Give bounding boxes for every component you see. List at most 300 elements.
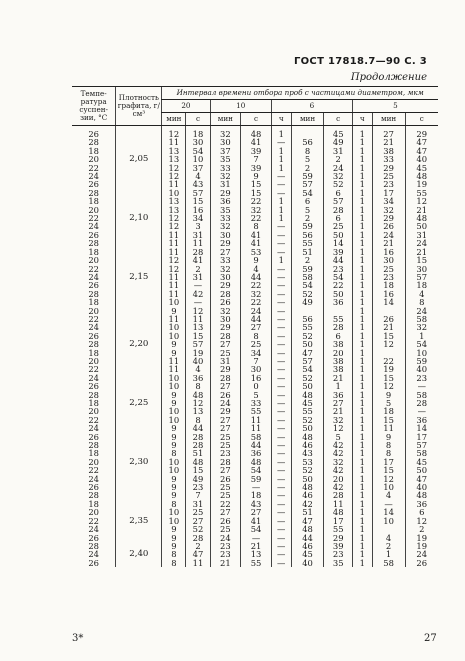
density-cell <box>116 357 162 365</box>
min20-cell: 11 <box>162 248 186 256</box>
hour5-cell: 1 <box>352 206 372 214</box>
sec6-cell: 28 <box>324 491 352 499</box>
sec10-cell: 55 <box>241 407 272 415</box>
sec5-cell: 36 <box>405 500 438 508</box>
sec6-cell: 39 <box>324 542 352 550</box>
min20-cell: 10 <box>162 332 186 340</box>
density-cell <box>116 466 162 474</box>
hour5-cell: 1 <box>352 500 372 508</box>
min10-cell: 30 <box>210 273 241 281</box>
min5-cell: 4 <box>372 491 405 499</box>
sec6-cell: 31 <box>324 147 352 155</box>
min10-cell: 23 <box>210 542 241 550</box>
hour5-cell: 1 <box>352 542 372 550</box>
min5-cell: 33 <box>372 155 405 163</box>
sec10-cell: 48 <box>241 130 272 138</box>
min5-cell: 15 <box>372 416 405 424</box>
sec20-cell: 4 <box>186 172 210 180</box>
min20-cell: 9 <box>162 391 186 399</box>
min10-cell: 28 <box>210 290 241 298</box>
density-cell <box>116 180 162 188</box>
min6-cell: 59 <box>291 222 324 230</box>
density-cell <box>116 382 162 390</box>
temperature-cell: 24 <box>88 171 99 182</box>
density-cell <box>116 424 162 432</box>
sec6-cell: 50 <box>324 231 352 239</box>
sec10-cell: 8 <box>241 332 272 340</box>
min6-cell: 42 <box>291 500 324 508</box>
temperature-cell: 26 <box>88 330 99 341</box>
sec20-cell: 28 <box>186 534 210 542</box>
min10-cell: 27 <box>210 382 241 390</box>
hour6-cell: — <box>271 298 291 306</box>
min6-cell: 48 <box>291 483 324 491</box>
sec6-cell: 6 <box>324 214 352 222</box>
hour5-cell: 1 <box>352 265 372 273</box>
temperature-cell: 28 <box>88 187 99 198</box>
hour6-cell: — <box>271 542 291 550</box>
sec10-cell: 15 <box>241 189 272 197</box>
min20-cell: 9 <box>162 349 186 357</box>
hour5-cell: 1 <box>352 517 372 525</box>
sec10-cell: 36 <box>241 449 272 457</box>
temperature-cell: 26 <box>88 229 99 240</box>
hour6-cell: — <box>271 391 291 399</box>
min6-cell: 50 <box>291 475 324 483</box>
min6-cell: 55 <box>291 239 324 247</box>
hour6-cell: — <box>271 323 291 331</box>
density-cell <box>116 256 162 264</box>
min10-cell: 28 <box>210 374 241 382</box>
min10-cell: 29 <box>210 189 241 197</box>
density-cell <box>116 491 162 499</box>
temperature-cell: 28 <box>88 540 99 551</box>
min10-cell: 29 <box>210 407 241 415</box>
min20-cell: 9 <box>162 441 186 449</box>
min6-cell: 52 <box>291 332 324 340</box>
sec5-cell: 8 <box>405 298 438 306</box>
min10-cell: 36 <box>210 197 241 205</box>
sec6-cell: 25 <box>324 222 352 230</box>
hour5-cell: 1 <box>352 407 372 415</box>
density-cell <box>116 374 162 382</box>
sec20-cell: 31 <box>186 231 210 239</box>
sec20-cell: 41 <box>186 256 210 264</box>
hour6-cell: — <box>271 290 291 298</box>
density-cell <box>116 307 162 315</box>
temperature-cell: 28 <box>88 490 99 501</box>
hour5-cell: 1 <box>352 550 372 558</box>
sec20-cell: 30 <box>186 138 210 146</box>
hour5-cell: 1 <box>352 323 372 331</box>
sec10-cell: 58 <box>241 433 272 441</box>
sec10-cell: 41 <box>241 138 272 146</box>
min6-cell: 51 <box>291 508 324 516</box>
min10-cell: 24 <box>210 399 241 407</box>
min6-cell: 57 <box>291 180 324 188</box>
min5-cell: 26 <box>372 222 405 230</box>
sec20-cell: — <box>186 298 210 306</box>
sec20-cell: 18 <box>186 130 210 138</box>
min20-cell: 11 <box>162 290 186 298</box>
min6-cell: 48 <box>291 391 324 399</box>
min5-cell: 11 <box>372 424 405 432</box>
sec10-cell: 41 <box>241 231 272 239</box>
temperature-cell: 28 <box>88 238 99 249</box>
table-row <box>72 559 438 567</box>
density-cell <box>116 130 162 138</box>
min10-cell: 30 <box>210 138 241 146</box>
temperature-cell: 22 <box>88 414 99 425</box>
hour5-cell: 1 <box>352 349 372 357</box>
density-cell <box>116 433 162 441</box>
sec10-cell: 9 <box>241 256 272 264</box>
sec10-cell: 55 <box>241 559 272 567</box>
sec20-cell: 27 <box>186 517 210 525</box>
min10-cell: 23 <box>210 449 241 457</box>
sub-min: мин <box>210 113 241 126</box>
min5-cell: 15 <box>372 374 405 382</box>
min6-cell: 56 <box>291 315 324 323</box>
min10-cell: 29 <box>210 323 241 331</box>
sec10-cell: 27 <box>241 508 272 516</box>
min20-cell: 13 <box>162 147 186 155</box>
density-cell <box>116 365 162 373</box>
min6-cell: 47 <box>291 517 324 525</box>
min10-cell: 29 <box>210 239 241 247</box>
sec5-cell: 57 <box>405 441 438 449</box>
hour5-cell: 1 <box>352 534 372 542</box>
hour6-cell: — <box>271 433 291 441</box>
sec6-cell: 21 <box>324 374 352 382</box>
sec6-cell: 11 <box>324 500 352 508</box>
density-cell <box>116 407 162 415</box>
density-cell: 2,30 <box>116 458 162 466</box>
min5-cell: 10 <box>372 483 405 491</box>
sec5-cell: 48 <box>405 172 438 180</box>
sec5-cell: 29 <box>405 130 438 138</box>
hour6-cell: — <box>271 349 291 357</box>
min10-cell: 37 <box>210 147 241 155</box>
temperature-cell: 26 <box>88 482 99 493</box>
hour6-cell: — <box>271 534 291 542</box>
density-cell <box>116 416 162 424</box>
sub-hour: ч <box>352 113 372 126</box>
density-cell: 2,40 <box>116 550 162 558</box>
hour5-cell: 1 <box>352 307 372 315</box>
hour5-cell: 1 <box>352 391 372 399</box>
sec10-cell: 22 <box>241 298 272 306</box>
min6-cell: 54 <box>291 365 324 373</box>
sec10-cell: 54 <box>241 466 272 474</box>
sec5-cell: 54 <box>405 340 438 348</box>
min6-cell: 2 <box>291 164 324 172</box>
sec5-cell: 26 <box>405 559 438 567</box>
sec10-cell: 11 <box>241 416 272 424</box>
min10-cell: 27 <box>210 508 241 516</box>
hour6-cell: — <box>271 458 291 466</box>
hour5-cell: 1 <box>352 525 372 533</box>
min6-cell: 40 <box>291 559 324 567</box>
min20-cell: 10 <box>162 508 186 516</box>
min10-cell: 27 <box>210 416 241 424</box>
sec20-cell: — <box>186 281 210 289</box>
min5-cell: 29 <box>372 214 405 222</box>
sec20-cell: 12 <box>186 399 210 407</box>
density-cell <box>116 475 162 483</box>
sec5-cell: 47 <box>405 147 438 155</box>
sec20-cell: 15 <box>186 466 210 474</box>
sec5-cell: 40 <box>405 155 438 163</box>
min20-cell: 8 <box>162 500 186 508</box>
min5-cell: 26 <box>372 315 405 323</box>
temperature-cell: 22 <box>88 313 99 324</box>
sub-sec: с <box>405 113 438 126</box>
temperature-cell: 28 <box>88 440 99 451</box>
hour5-cell: 1 <box>352 222 372 230</box>
hour6-cell: 1 <box>271 256 291 264</box>
sec6-cell: 6 <box>324 189 352 197</box>
hour5-cell: 1 <box>352 189 372 197</box>
sec10-cell: 9 <box>241 172 272 180</box>
min5-cell: 8 <box>372 449 405 457</box>
min20-cell: 9 <box>162 534 186 542</box>
sec10-cell: 44 <box>241 441 272 449</box>
hour5-cell: 1 <box>352 441 372 449</box>
hour6-cell: — <box>271 340 291 348</box>
hour6-cell: — <box>271 559 291 567</box>
hour6-cell: — <box>271 248 291 256</box>
min20-cell: 9 <box>162 542 186 550</box>
min6-cell: 59 <box>291 172 324 180</box>
sec20-cell: 31 <box>186 500 210 508</box>
sec6-cell: 5 <box>324 433 352 441</box>
min5-cell: 14 <box>372 298 405 306</box>
hour6-cell: — <box>271 416 291 424</box>
temperature-cell: 18 <box>88 398 99 408</box>
sec6-cell: 44 <box>324 256 352 264</box>
density-cell: 2,20 <box>116 340 162 348</box>
temperature-cell: 24 <box>88 524 99 535</box>
sec5-cell: 59 <box>405 357 438 365</box>
sec5-cell: 31 <box>405 231 438 239</box>
density-cell: 2,15 <box>116 273 162 281</box>
sec5-cell: 58 <box>405 315 438 323</box>
min6-cell: 57 <box>291 357 324 365</box>
hour5-cell: 1 <box>352 172 372 180</box>
sec6-cell: 12 <box>324 424 352 432</box>
min6-cell: 48 <box>291 525 324 533</box>
hour5-cell: 1 <box>352 239 372 247</box>
hour6-cell: — <box>271 424 291 432</box>
sec10-cell: 7 <box>241 357 272 365</box>
sec6-cell: 23 <box>324 550 352 558</box>
sec10-cell: 59 <box>241 475 272 483</box>
sub-hour: ч <box>271 113 291 126</box>
sec20-cell: 3 <box>186 222 210 230</box>
min10-cell: 24 <box>210 534 241 542</box>
min20-cell: 11 <box>162 231 186 239</box>
footer-mark: 3* <box>72 633 84 644</box>
min10-cell: 28 <box>210 332 241 340</box>
min6-cell: 55 <box>291 323 324 331</box>
diameter-5-header: 5 <box>352 100 438 113</box>
sec6-cell: 23 <box>324 265 352 273</box>
temperature-cell: 20 <box>88 305 99 316</box>
min5-cell: 12 <box>372 340 405 348</box>
density-cell <box>116 323 162 331</box>
min10-cell: 29 <box>210 281 241 289</box>
min6-cell: 54 <box>291 281 324 289</box>
min20-cell: 12 <box>162 172 186 180</box>
hour6-cell: — <box>271 138 291 146</box>
temperature-cell: 18 <box>88 297 99 308</box>
sec5-cell: 19 <box>405 534 438 542</box>
sec20-cell: 7 <box>186 491 210 499</box>
hour5-cell: 1 <box>352 155 372 163</box>
hour6-cell: — <box>271 231 291 239</box>
sec5-cell: 55 <box>405 189 438 197</box>
temperature-cell: 22 <box>88 515 99 526</box>
hour6-cell: — <box>271 332 291 340</box>
sub-min: мин <box>162 113 186 126</box>
temperature-cell: 18 <box>88 498 99 509</box>
density-cell <box>116 315 162 323</box>
density-header: Плотность графита, г/см³ <box>116 87 162 126</box>
min6-cell: 51 <box>291 248 324 256</box>
hour5-cell: 1 <box>352 449 372 457</box>
density-cell: 2,25 <box>116 399 162 407</box>
min6-cell: 56 <box>291 231 324 239</box>
sec5-cell: 18 <box>405 281 438 289</box>
min10-cell: 25 <box>210 525 241 533</box>
min6-cell: 50 <box>291 340 324 348</box>
min6-cell: 52 <box>291 416 324 424</box>
sub-min: мин <box>291 113 324 126</box>
hour6-cell: — <box>271 315 291 323</box>
min5-cell: 25 <box>372 172 405 180</box>
temperature-cell: 22 <box>88 263 99 274</box>
min6-cell: 52 <box>291 290 324 298</box>
sampling-interval-table <box>72 86 438 567</box>
min10-cell: 25 <box>210 433 241 441</box>
sec5-cell: 47 <box>405 138 438 146</box>
min5-cell: 23 <box>372 180 405 188</box>
sec5-cell: 57 <box>405 273 438 281</box>
min20-cell: 10 <box>162 382 186 390</box>
sec10-cell: 15 <box>241 180 272 188</box>
min6-cell: 50 <box>291 382 324 390</box>
temperature-cell: 22 <box>88 364 99 375</box>
min6-cell: 48 <box>291 433 324 441</box>
min6-cell: 46 <box>291 542 324 550</box>
hour6-cell: — <box>271 508 291 516</box>
min5-cell: 9 <box>372 391 405 399</box>
density-cell <box>116 164 162 172</box>
temperature-cell: 18 <box>88 448 99 459</box>
min6-cell: 46 <box>291 491 324 499</box>
min20-cell: 10 <box>162 416 186 424</box>
min5-cell: 12 <box>372 475 405 483</box>
min6-cell: 45 <box>291 399 324 407</box>
min10-cell: 29 <box>210 365 241 373</box>
sec5-cell: 6 <box>405 508 438 516</box>
min20-cell: 11 <box>162 365 186 373</box>
min20-cell: 11 <box>162 281 186 289</box>
min5-cell: 16 <box>372 248 405 256</box>
density-cell <box>116 525 162 533</box>
sub-sec: с <box>324 113 352 126</box>
min5-cell: 27 <box>372 130 405 138</box>
hour6-cell: — <box>271 265 291 273</box>
min10-cell: 33 <box>210 214 241 222</box>
temperature-cell: 24 <box>88 221 99 232</box>
hour5-cell: 1 <box>352 147 372 155</box>
sec6-cell: 48 <box>324 508 352 516</box>
hour6-cell: — <box>271 239 291 247</box>
temperature-header: Температура суспензии, °С <box>72 87 116 126</box>
sec6-cell: 22 <box>324 281 352 289</box>
sec6-cell: 17 <box>324 517 352 525</box>
sec10-cell: 54 <box>241 525 272 533</box>
temperature-cell: 26 <box>88 280 99 291</box>
min20-cell: 12 <box>162 164 186 172</box>
min5-cell: 5 <box>372 399 405 407</box>
sec10-cell: 5 <box>241 391 272 399</box>
min5-cell: 34 <box>372 197 405 205</box>
min20-cell: 9 <box>162 399 186 407</box>
min6-cell: 58 <box>291 273 324 281</box>
min5-cell: 18 <box>372 281 405 289</box>
min20-cell: 9 <box>162 475 186 483</box>
sec6-cell: 55 <box>324 315 352 323</box>
temperature-cell: 24 <box>88 271 99 282</box>
min10-cell: 30 <box>210 315 241 323</box>
hour5-cell: 1 <box>352 365 372 373</box>
temperature-cell: 20 <box>88 507 99 518</box>
sec5-cell: 24 <box>405 307 438 315</box>
diameter-20-header: 20 <box>162 100 210 113</box>
hour6-cell: — <box>271 407 291 415</box>
min6-cell: 52 <box>291 466 324 474</box>
sec6-cell: 29 <box>324 534 352 542</box>
sub-min: мин <box>372 113 405 126</box>
hour5-cell: 1 <box>352 433 372 441</box>
sec6-cell: 14 <box>324 239 352 247</box>
sec5-cell: — <box>405 407 438 415</box>
sub-sec: с <box>186 113 210 126</box>
min6-cell: 5 <box>291 155 324 163</box>
min20-cell: 11 <box>162 315 186 323</box>
min5-cell: 9 <box>372 433 405 441</box>
sec5-cell: — <box>405 382 438 390</box>
min20-cell: 10 <box>162 458 186 466</box>
sec6-cell: 1 <box>324 382 352 390</box>
min10-cell: 26 <box>210 475 241 483</box>
sec6-cell: 42 <box>324 441 352 449</box>
min5-cell: 29 <box>372 164 405 172</box>
hour6-cell: — <box>271 449 291 457</box>
hour5-cell: 1 <box>352 374 372 382</box>
temperature-cell: 24 <box>88 549 99 560</box>
hour5-cell: 1 <box>352 180 372 188</box>
sec6-cell: 2 <box>324 155 352 163</box>
min5-cell: 19 <box>372 365 405 373</box>
sec10-cell: 18 <box>241 491 272 499</box>
min20-cell: 10 <box>162 407 186 415</box>
sec20-cell: 44 <box>186 424 210 432</box>
temperature-cell: 26 <box>88 129 99 139</box>
